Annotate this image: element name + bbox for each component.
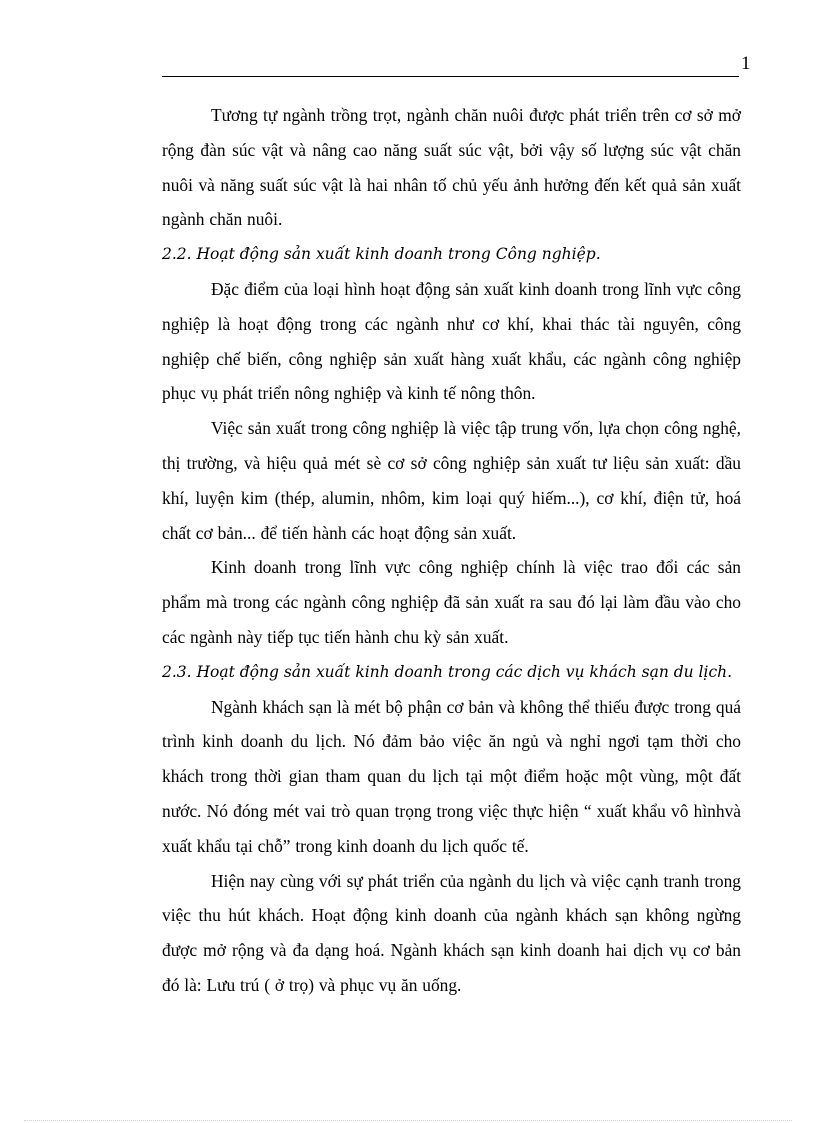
paragraph-industry-production: Việc sản xuất trong công nghiệp là việc tập trung vốn, lựa chọn công nghệ, thị trường, và hiệu quả mét sè cơ sở công nghiệp sản xuất tư liệu sản xuất: dầu khí, luyện kim (thép, alumin, nhôm, kim loại quý hiếm...), cơ khí, điện tử, hoá chất cơ bản... để tiến hành các hoạt động sản xuất. xyxy=(162,418,741,543)
paragraph-livestock: Tương tự ngành trồng trọt, ngành chăn nuôi được phát triển trên cơ sở mở rộng đàn súc vật và nâng cao năng suất súc vật, bởi vậy số lượng súc vật chăn nuôi và năng suất súc vật là hai nhân tố chủ yếu ảnh hưởng đến kết quả sản xuất ngành chăn nuôi. xyxy=(162,105,741,230)
header-rule xyxy=(162,76,739,77)
page-number: 1 xyxy=(741,53,751,74)
footer-dotted-line xyxy=(24,1120,792,1121)
paragraph-industry-characteristics: Đặc điểm của loại hình hoạt động sản xuất kinh doanh trong lĩnh vực công nghiệp là hoạt động trong các ngành như cơ khí, khai thác tài nguyên, công nghiệp chế biến, công nghiệp sản xuất hàng xuất khẩu, các ngành công nghiệp phục vụ phát triển nông nghiệp và kinh tế nông thôn. xyxy=(162,278,741,404)
paragraph-industry-business: Kinh doanh trong lĩnh vực công nghiệp chính là việc trao đổi các sản phẩm mà trong các ngành công nghiệp đã sản xuất ra sau đó lại làm đầu vào cho các ngành này tiếp tục tiến hành chu kỳ sản xuất. xyxy=(162,557,741,647)
paragraph-hotel-industry: Ngành khách sạn là mét bộ phận cơ bản và không thể thiếu được trong quá trình kinh doanh du lịch. Nó đảm bảo việc ăn ngủ và nghỉ ngơi tạm thời cho khách trong thời gian tham quan du lịch tại một điểm hoặc một vùng, một đất nước. Nó đóng mét vai trò quan trọng trong việc thực hiện “ xuất khẩu vô hìnhvà xuất khẩu tại chỗ” trong kinh doanh du lịch quốc tế. xyxy=(162,696,741,856)
section-heading-2-2: 2.2. Hoạt động sản xuất kinh doanh trong Công nghiệp. xyxy=(162,245,601,264)
section-heading-2-3: 2.3. Hoạt động sản xuất kinh doanh trong các dịch vụ khách sạn du lịch. xyxy=(162,662,733,681)
document-body xyxy=(162,98,741,1003)
paragraph-hotel-competition: Hiện nay cùng với sự phát triển của ngành du lịch và việc cạnh tranh trong việc thu hút khách. Hoạt động kinh doanh của ngành khách sạn không ngừng được mở rộng và đa dạng hoá. Ngành khách sạn kinh doanh hai dịch vụ cơ bản đó là: Lưu trú ( ở trọ) và phục vụ ăn uống. xyxy=(162,870,741,995)
